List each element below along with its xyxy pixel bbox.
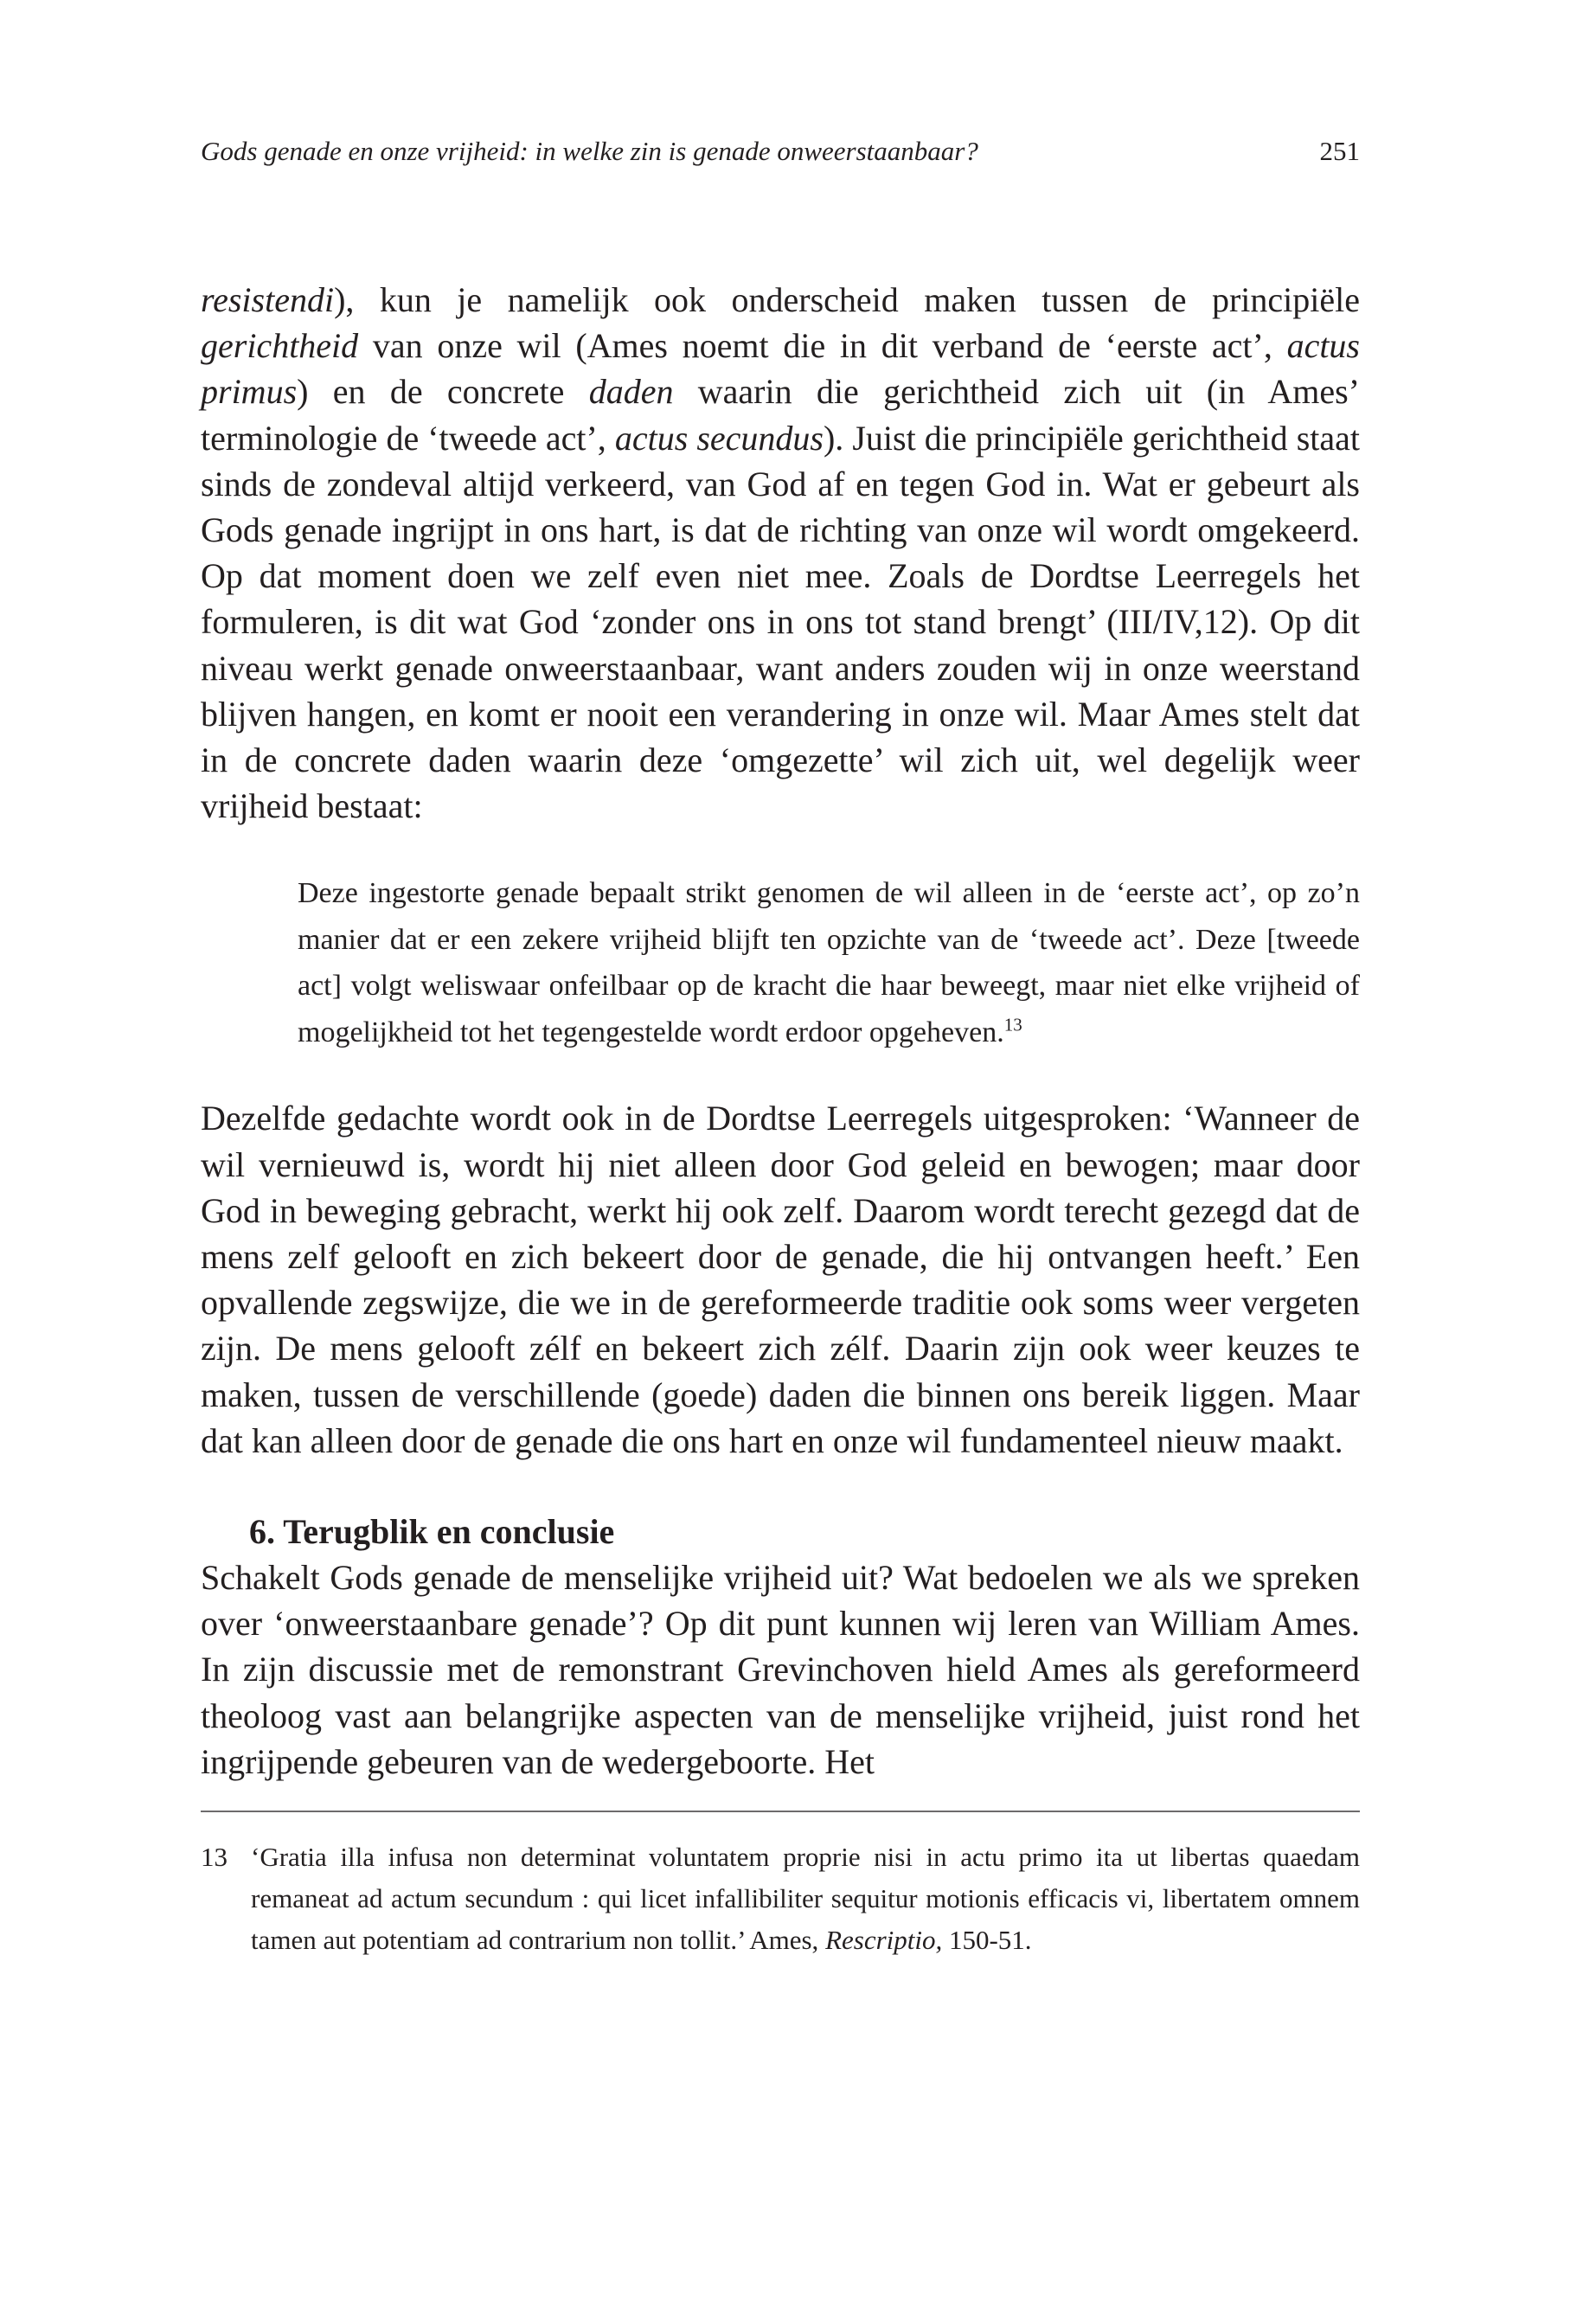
italic-term: resistendi xyxy=(201,280,335,319)
italic-term: actus primus xyxy=(201,326,1360,412)
paragraph-continued xyxy=(201,277,1360,829)
paragraph: Schakelt Gods genade de menselijke vrijheid uit? Wat bedoelen we als we spreken over ‘onweerstaanbare genade’? Op dit punt kunnen wij leren van William Ames. In zijn discussie met de remonstrant Grevinchoven hield Ames als gereformeerd theoloog vast aan belangrijke aspecten van de menselijke vrijheid, juist rond het ingrijpende gebeuren van de wedergeboorte. Het xyxy=(201,1558,1360,1781)
paragraph: Dezelfde gedachte wordt ook in de Dordtse Leerregels uitgesproken: ‘Wanneer de wil vernieuwd is, wordt hij niet alleen door God geleid en bewogen; maar door God in beweging gebracht, werkt hij ook zelf. Daarom wordt terecht gezegd dat de mens zelf gelooft en zich bekeert door de genade, die hij ontvangen heeft.’ Een opvallende zegswijze, die we in de gereformeerde traditie ook soms weer vergeten zijn. De mens gelooft zélf en bekeert zich zélf. Daarin zijn ook weer keuzes te maken, tussen de verschillende (goede) daden die binnen ons bereik liggen. Maar dat kan alleen door de genade die ons hart en onze wil fundamenteel nieuw maakt. xyxy=(201,1099,1360,1460)
footnote-quote: ‘Gratia illa infusa non determinat voluntatem proprie nisi in actu primo ita ut libertas quaedam remaneat ad actum secundum : qui licet infallibiliter sequitur motionis efficacis vi, libertatem omnem tamen aut potentiam ad contrarium non tollit.’ Ames, xyxy=(251,1842,1360,1956)
running-head-title: Gods genade en onze vrijheid: in welke zin is genade onweerstaanbaar? xyxy=(201,136,978,166)
footnote-reference[interactable]: 13 xyxy=(1003,1014,1022,1035)
text-run: ), kun je namelijk ook onderscheid maken tussen de principiële xyxy=(334,280,1360,319)
footnote-divider xyxy=(201,1811,1360,1812)
quote-text: Deze ingestorte genade bepaalt strikt genomen de wil alleen in de ‘eerste act’, op zo’n manier dat er een zekere vrijheid blijft ten opzichte van de ‘tweede act’. Deze [tweede act] volgt weliswaar onfeilbaar op de kracht die haar beweegt, maar niet elke vrijheid of mogelijkheid tot het tegengestelde wordt erdoor opgeheven. xyxy=(298,877,1360,1048)
text-run: ). Juist die principiële gerichtheid staat sinds de zondeval altijd verkeerd, van God af en tegen God in. Wat er gebeurt als Gods genade ingrijpt in ons hart, is dat de richting van onze wil wordt omgekeerd. Op dat moment doen we zelf even niet mee. Zoals de Dordtse Leerregels het formuleren, is dit wat God ‘zonder ons in ons tot stand brengt’ (III/IV,12). Op dit niveau werkt genade onweerstaanbaar, want anders zouden wij in onze weerstand blijven hangen, en komt er nooit een verandering in onze wil. Maar Ames stelt dat in de concrete daden waarin deze ‘omgezette’ wil zich uit, wel degelijk weer vrijheid bestaat: xyxy=(201,418,1361,826)
text-run: van onze wil (Ames noemt die in dit verband de ‘eerste act’, xyxy=(358,326,1287,366)
text-run: waarin die gerichtheid zich uit (in Ames’ terminologie de ‘tweede act’, xyxy=(201,372,1360,458)
footnote-number: 13 xyxy=(201,1842,228,1873)
italic-term: daden xyxy=(588,372,674,412)
text-run: ) en de concrete xyxy=(297,372,589,412)
italic-term: actus secundus xyxy=(614,418,824,458)
running-head xyxy=(201,130,1360,173)
italic-term: gerichtheid xyxy=(201,326,359,366)
footnote xyxy=(201,1836,1360,1961)
block-quote xyxy=(298,870,1360,1055)
section-heading: 6. Terugblik en conclusie xyxy=(249,1512,615,1552)
footnote-pages: 150-51. xyxy=(942,1925,1032,1956)
footnote-text xyxy=(251,1836,1360,1961)
book-page xyxy=(201,130,1360,1961)
main-text xyxy=(201,277,1360,1785)
footnote-source-title: Rescriptio, xyxy=(825,1925,943,1956)
page-number: 251 xyxy=(1319,136,1360,166)
